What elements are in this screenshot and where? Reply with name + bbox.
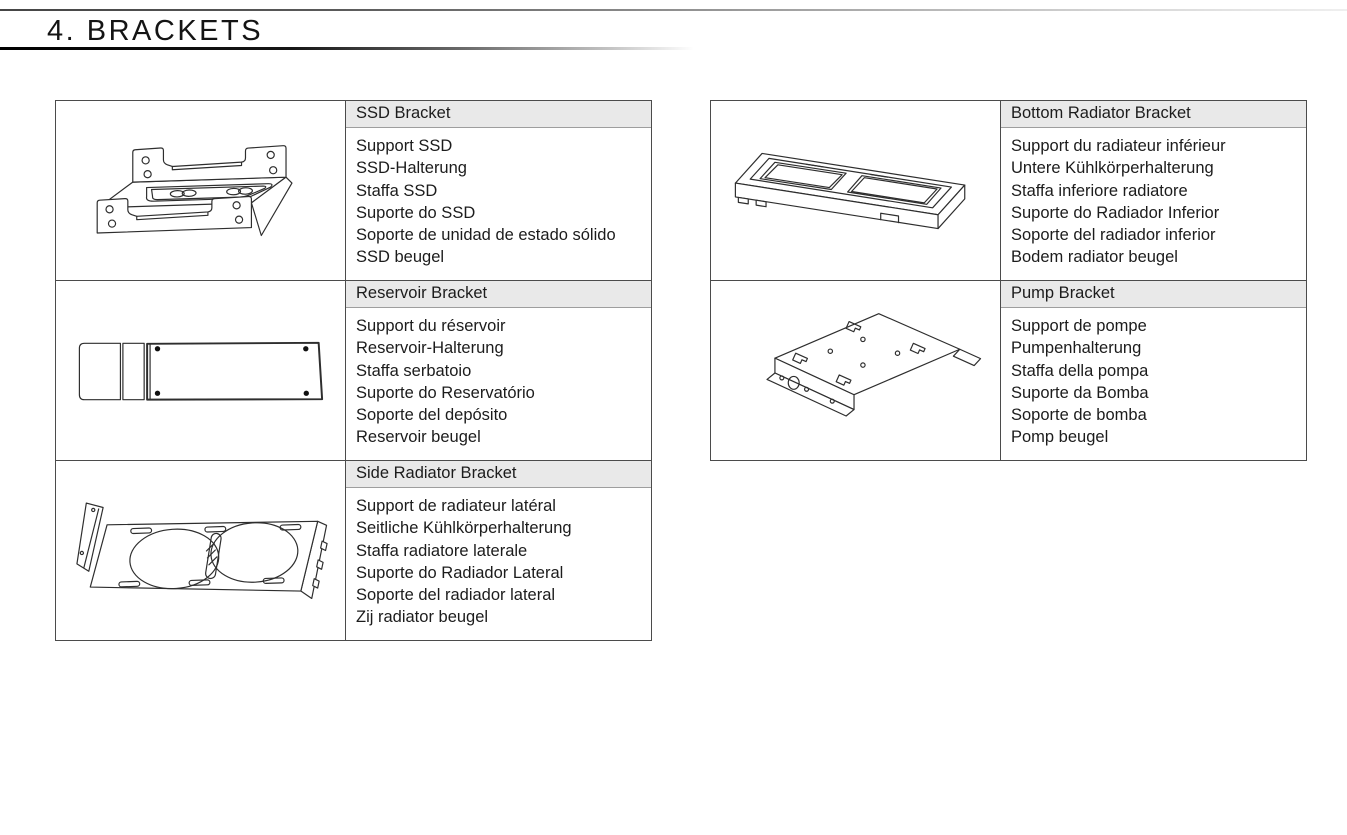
translation-line: SSD beugel [356,248,445,267]
translation-line: Suporte do Radiador Lateral [356,563,564,582]
translation-line: Soporte de unidad de estado sólido [356,226,616,245]
translation-line: Zij radiator beugel [356,608,489,627]
bottom-radiator-bracket-illustration-cell [711,101,1001,280]
reservoir-bracket-text-cell [346,281,651,460]
right-parts-table [710,100,1307,461]
translation-line: Support du radiateur inférieur [1011,137,1226,155]
part-name: SSD Bracket [346,101,651,128]
translation-line: Pomp beugel [1011,428,1109,447]
translation-line: Reservoir beugel [356,428,481,447]
title-underline [0,47,694,50]
translations-list [346,308,651,449]
translation-line: Soporte del depósito [356,406,508,425]
translation-line: Pumpenhalterung [1011,339,1142,358]
part-row-bottom-radiator-bracket [711,101,1306,280]
ssd-bracket-drawing [57,104,345,278]
translation-line: Reservoir-Halterung [356,339,504,358]
pump-bracket-drawing [712,284,1000,458]
translation-line: Suporte do SSD [356,203,476,222]
page-title: 4. BRACKETS [47,15,264,47]
part-row-reservoir-bracket [56,280,651,460]
ssd-bracket-text-cell [346,101,651,280]
pump-bracket-text-cell [1001,281,1306,460]
side-radiator-bracket-drawing [57,464,345,638]
translation-line: Support du réservoir [356,317,506,335]
part-name: Pump Bracket [1001,281,1306,308]
left-parts-table [55,100,652,641]
translation-line: Suporte do Radiador Inferior [1011,203,1220,222]
part-name: Bottom Radiator Bracket [1001,101,1306,128]
bottom-radiator-bracket-text-cell [1001,101,1306,280]
translation-line: Staffa inferiore radiatore [1011,181,1188,200]
reservoir-bracket-drawing [57,284,345,458]
part-row-ssd-bracket [56,101,651,280]
part-name: Reservoir Bracket [346,281,651,308]
ssd-bracket-illustration-cell [56,101,346,280]
translation-line: Support SSD [356,137,453,155]
translations-list [1001,308,1306,449]
translations-list [1001,128,1306,269]
top-rule [0,9,1347,11]
translation-line: Suporte do Reservatório [356,383,535,402]
translation-line: Seitliche Kühlkörperhalterung [356,519,572,538]
translation-line: Soporte del radiador inferior [1011,226,1216,245]
translations-list [346,488,651,629]
translation-line: Staffa SSD [356,181,438,200]
translation-line: Staffa serbatoio [356,361,472,380]
translation-line: SSD-Halterung [356,159,467,178]
pump-bracket-illustration-cell [711,281,1001,460]
part-name: Side Radiator Bracket [346,461,651,488]
translation-line: Soporte del radiador lateral [356,586,556,605]
side-radiator-bracket-illustration-cell [56,461,346,640]
translations-list [346,128,651,269]
translation-line: Staffa radiatore laterale [356,541,528,560]
translation-line: Support de pompe [1011,317,1147,335]
side-radiator-bracket-text-cell [346,461,651,640]
translation-line: Bodem radiator beugel [1011,248,1178,267]
translation-line: Support de radiateur latéral [356,497,556,515]
translation-line: Untere Kühlkörperhalterung [1011,159,1214,178]
part-row-side-radiator-bracket [56,460,651,640]
translation-line: Suporte da Bomba [1011,383,1149,402]
bottom-radiator-bracket-drawing [712,104,1000,278]
part-row-pump-bracket [711,280,1306,460]
reservoir-bracket-illustration-cell [56,281,346,460]
translation-line: Soporte de bomba [1011,406,1147,425]
translation-line: Staffa della pompa [1011,361,1149,380]
